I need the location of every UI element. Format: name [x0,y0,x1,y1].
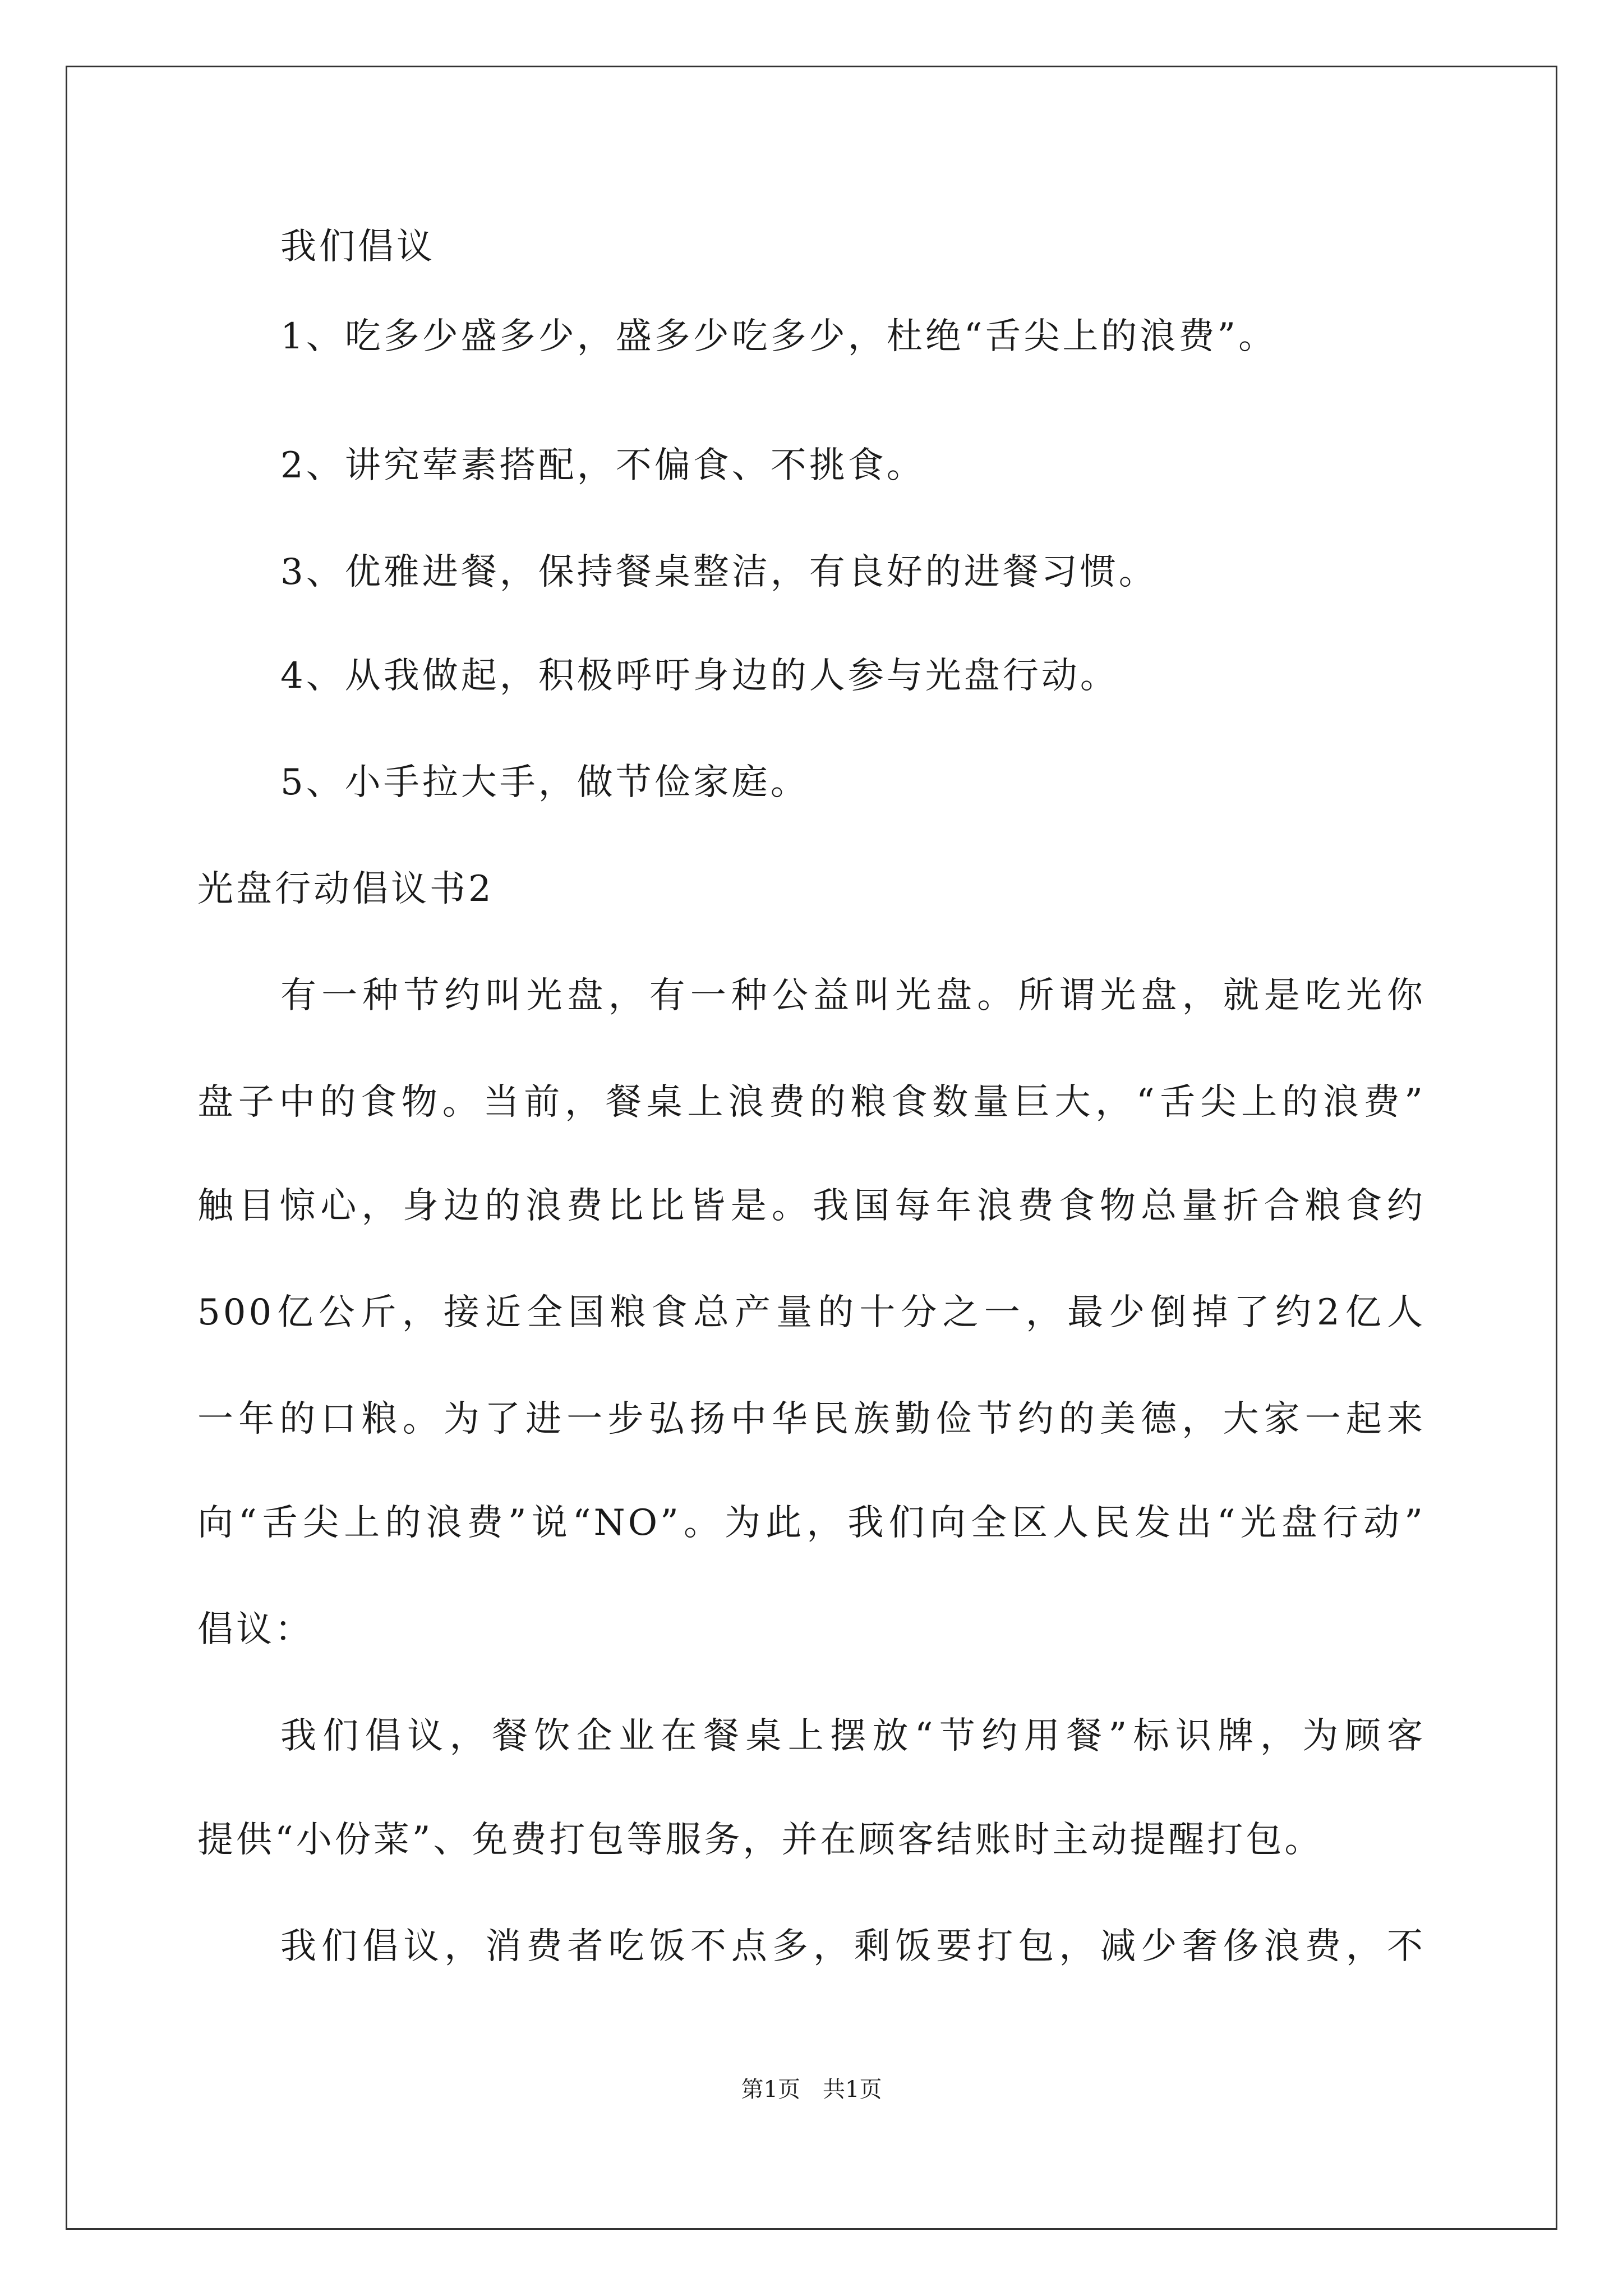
paragraph-line: 倡议： [197,1609,313,1650]
page-number: 第1页 共1页 [741,2077,882,2102]
paragraph-line: 一年的口粮。为了进一步弘扬中华民族勤俭节约的美德，大家一起来 [197,1398,1426,1440]
paragraph-line: 有一种节约叫光盘，有一种公益叫光盘。所谓光盘，就是吃光你 [280,975,1426,1016]
paragraph-line: 500亿公斤，接近全国粮食总产量的十分之一，最少倒掉了约2亿人 [197,1292,1426,1333]
paragraph-line: 我们倡议，餐饮企业在餐桌上摆放“节约用餐”标识牌，为顾客 [280,1715,1426,1757]
paragraph-line: 盘子中的食物。当前，餐桌上浪费的粮食数量巨大，“舌尖上的浪费” [197,1082,1426,1123]
page-border [66,66,1557,2230]
paragraph-line: 提供“小份菜”、免费打包等服务，并在顾客结账时主动提醒打包。 [197,1819,1324,1861]
list-item: 4、从我做起，积极呼吁身边的人参与光盘行动。 [280,655,1119,697]
list-item: 1、吃多少盛多少，盛多少吃多少，杜绝“舌尖上的浪费”。 [280,316,1278,357]
paragraph-line: 我们倡议，消费者吃饭不点多，剩饭要打包，减少奢侈浪费，不 [280,1926,1426,1967]
section-heading: 我们倡议 [280,226,435,268]
paragraph-line: 触目惊心，身边的浪费比比皆是。我国每年浪费食物总量折合粮食约 [197,1185,1426,1227]
document-title: 光盘行动倡议书2 [197,868,494,910]
list-item: 3、优雅进餐，保持餐桌整洁，有良好的进餐习惯。 [280,551,1158,593]
list-item: 5、小手拉大手，做节俭家庭。 [280,762,809,803]
list-item: 2、讲究荤素搭配，不偏食、不挑食。 [280,445,925,486]
paragraph-line: 向“舌尖上的浪费”说“NO”。为此，我们向全区人民发出“光盘行动” [197,1502,1426,1544]
